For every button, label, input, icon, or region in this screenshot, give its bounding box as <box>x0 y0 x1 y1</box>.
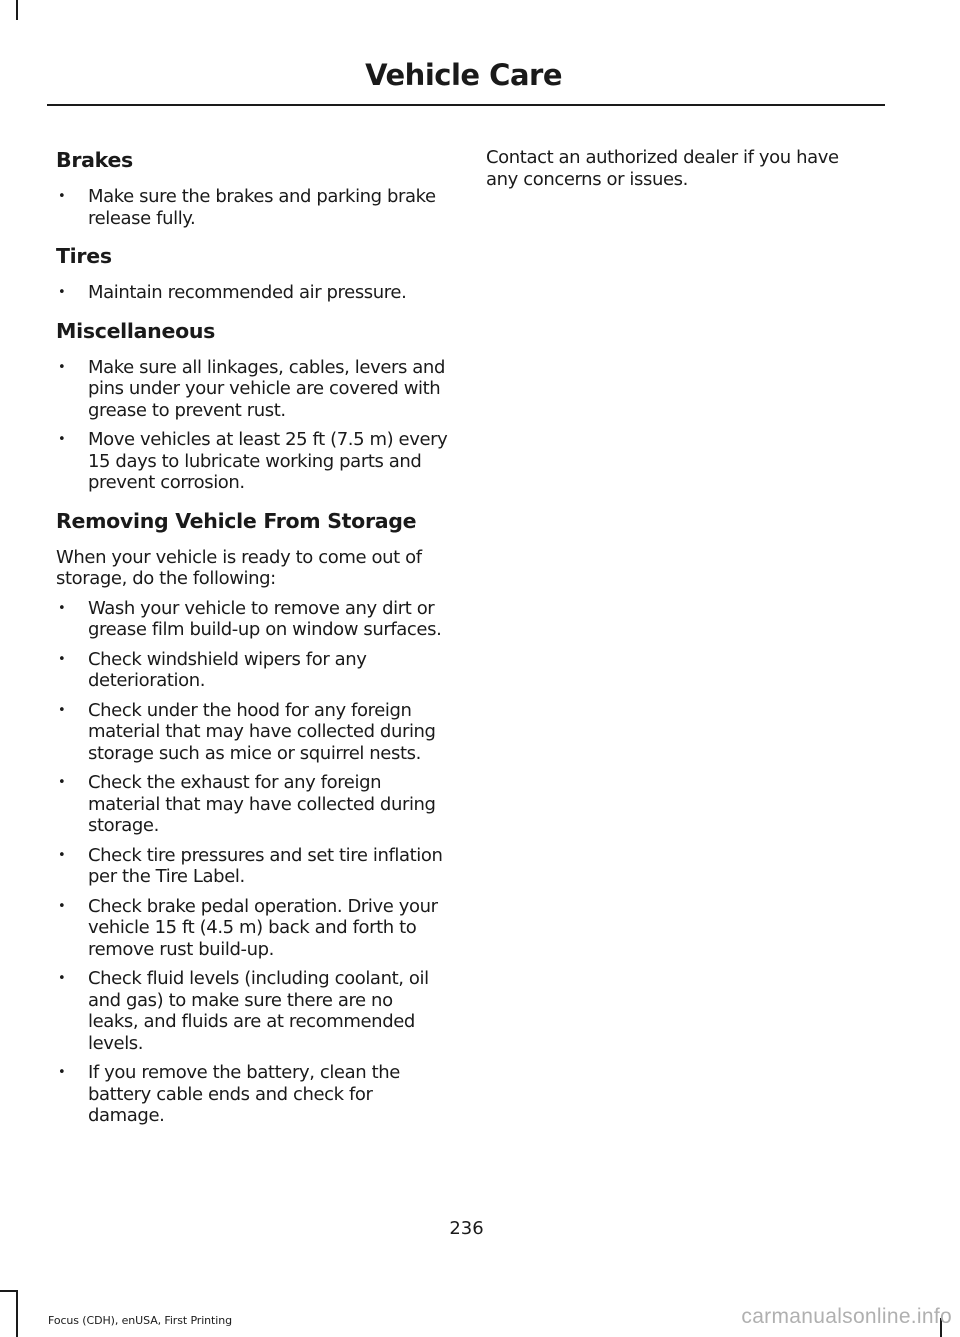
list-item: • Maintain recommended air pressure. <box>56 282 448 304</box>
section-miscellaneous <box>56 318 448 494</box>
crop-mark-top-left <box>16 0 18 20</box>
left-column <box>56 147 448 1141</box>
right-column <box>486 147 870 198</box>
header-divider <box>47 104 885 106</box>
list-item: • Make sure all linkages, cables, levers and pins under your vehicle are covered with grease to prevent rust. <box>56 357 448 422</box>
publication-info: Focus (CDH), enUSA, First Printing <box>48 1314 232 1327</box>
list-item: • Check brake pedal operation. Drive your vehicle 15 ft (4.5 m) back and forth to remove rust build-up. <box>56 896 448 961</box>
crop-mark-bottom-left-horizontal <box>0 1290 18 1292</box>
list-item: • Check tire pressures and set tire inflation per the Tire Label. <box>56 845 448 888</box>
section-heading: Miscellaneous <box>56 318 216 343</box>
section-intro: When your vehicle is ready to come out of storage, do the following: <box>56 546 422 589</box>
list-item: • Check the exhaust for any foreign material that may have collected during storage. <box>56 772 448 837</box>
section-heading: Removing Vehicle From Storage <box>56 508 417 533</box>
section-removing-from-storage <box>56 508 448 1127</box>
list-item: • Make sure the brakes and parking brake release fully. <box>56 186 448 229</box>
page-number: 236 <box>449 1218 484 1239</box>
list-item: • Check under the hood for any foreign material that may have collected during storage such as mice or squirrel nests. <box>56 700 448 765</box>
list-item: • Move vehicles at least 25 ft (7.5 m) every 15 days to lubricate working parts and prevent corrosion. <box>56 429 448 494</box>
page-title: Vehicle Care <box>365 58 562 92</box>
section-heading: Tires <box>56 244 112 268</box>
dealer-contact-text: Contact an authorized dealer if you have any concerns or issues. <box>486 147 839 190</box>
section-brakes <box>56 147 448 229</box>
list-item: • Wash your vehicle to remove any dirt or grease film build-up on window surfaces. <box>56 598 448 641</box>
bullet-list <box>56 186 448 229</box>
bullet-list <box>56 598 448 1127</box>
list-item: • Check fluid levels (including coolant, oil and gas) to make sure there are no leaks, and fluids are at recommended levels. <box>56 968 448 1054</box>
crop-mark-bottom-left <box>16 1290 18 1337</box>
section-heading: Brakes <box>56 148 133 172</box>
bullet-list <box>56 357 448 494</box>
list-item: • Check windshield wipers for any deterioration. <box>56 649 448 692</box>
section-tires <box>56 243 448 304</box>
watermark[interactable]: carmanualsonline.info <box>741 1305 952 1328</box>
bullet-list <box>56 282 448 304</box>
list-item: • If you remove the battery, clean the battery cable ends and check for damage. <box>56 1062 448 1127</box>
